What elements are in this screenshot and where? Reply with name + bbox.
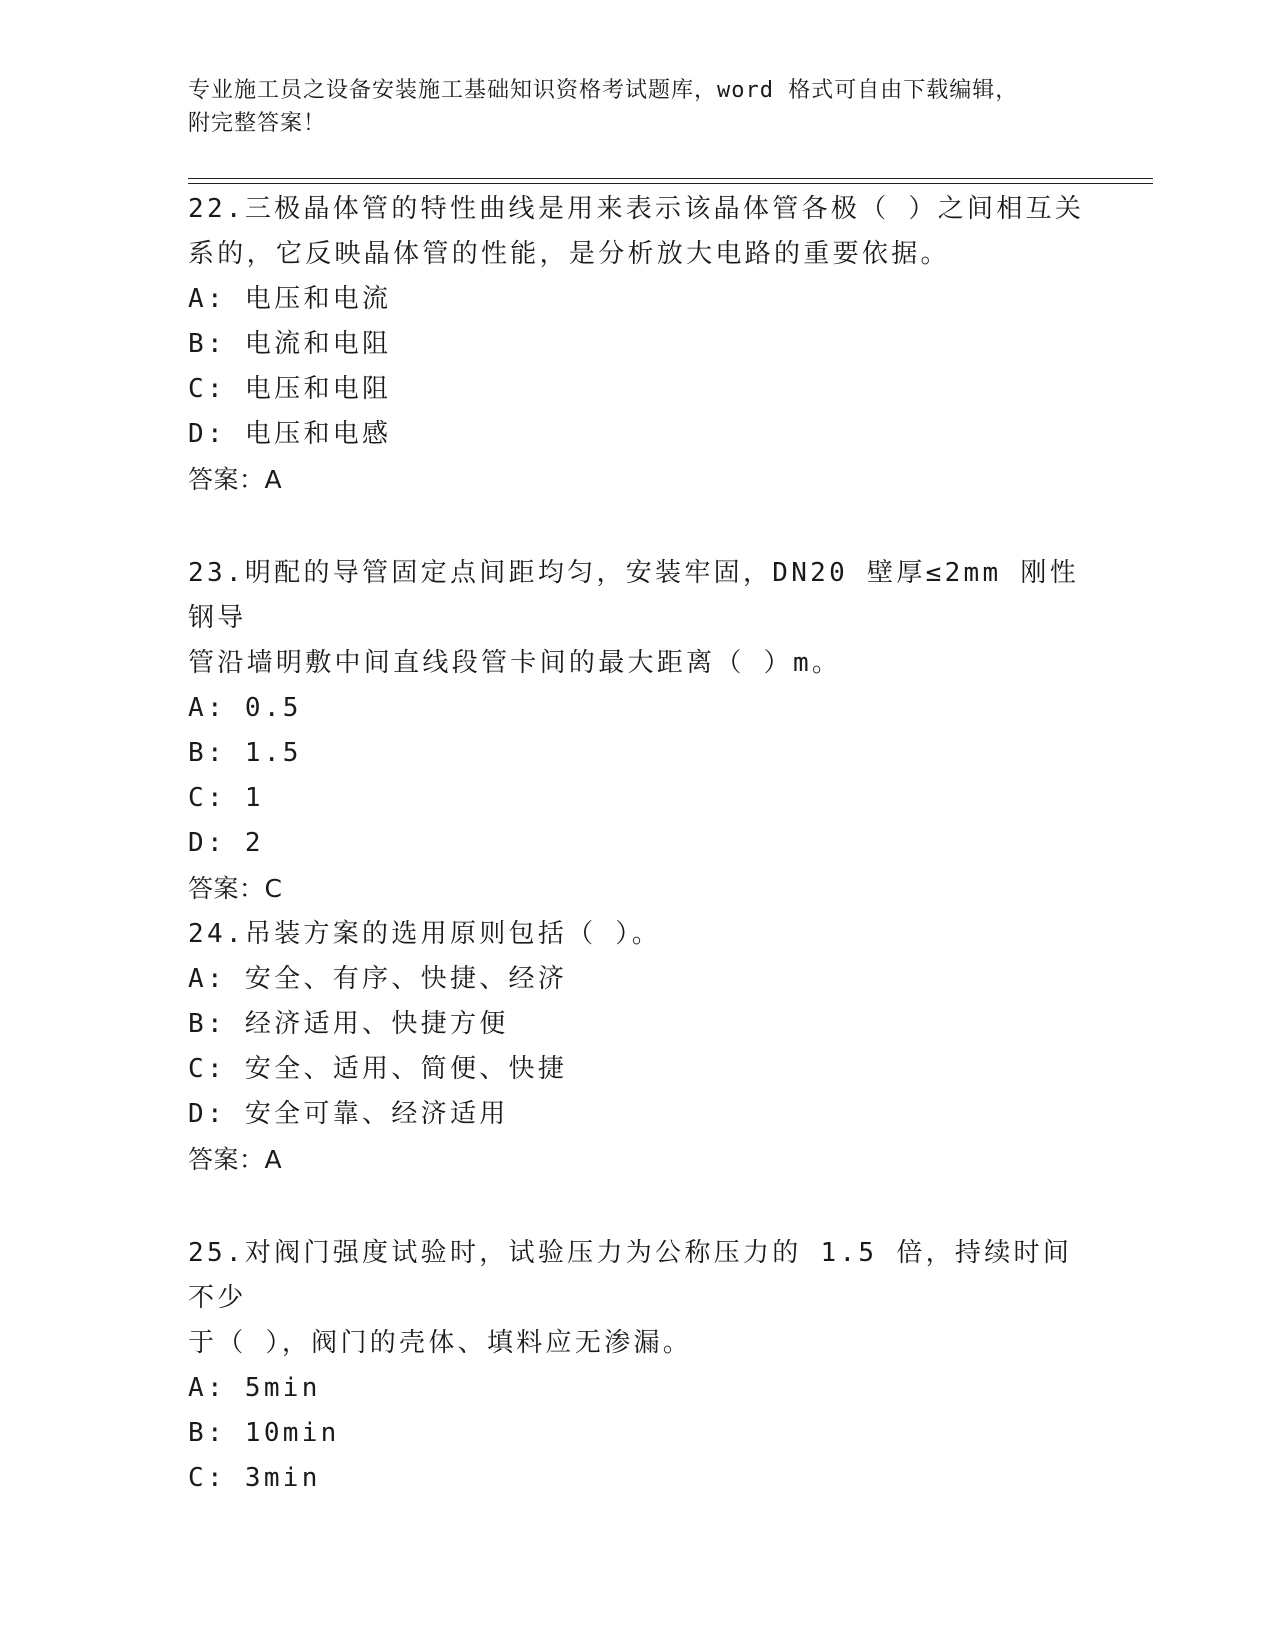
question-25 — [188, 1231, 1088, 1501]
answer: 答案：A — [188, 1145, 283, 1174]
answer: 答案：A — [188, 465, 283, 494]
answer: 答案：C — [188, 874, 283, 903]
question-stem-line: 管沿墙明敷中间直线段管卡间的最大距离（ ）m。 — [188, 648, 842, 678]
option-a: A: 5min — [188, 1373, 321, 1403]
question-stem-line: 系的，它反映晶体管的性能，是分析放大电路的重要依据。 — [188, 239, 950, 269]
question-22 — [188, 187, 1088, 502]
option-c: C: 电压和电阻 — [188, 374, 392, 404]
option-a: A: 电压和电流 — [188, 284, 392, 314]
option-c: C: 3min — [188, 1463, 321, 1493]
question-stem-line: 25.对阀门强度试验时，试验压力为公称压力的 1.5 倍，持续时间不少 — [188, 1238, 1073, 1313]
option-c: C: 安全、适用、简便、快捷 — [188, 1054, 568, 1084]
document-header — [188, 74, 1088, 140]
question-stem-line: 24.吊装方案的选用原则包括（ ）。 — [188, 919, 662, 949]
option-d: D: 电压和电感 — [188, 419, 392, 449]
option-b: B: 1.5 — [188, 738, 302, 768]
question-stem-line: 22.三极晶体管的特性曲线是用来表示该晶体管各极（ ）之间相互关 — [188, 194, 1085, 224]
header-divider-top — [188, 178, 1153, 179]
header-line-1: 专业施工员之设备安装施工基础知识资格考试题库，word 格式可自由下载编辑， — [188, 78, 1019, 103]
question-23 — [188, 551, 1088, 911]
question-stem-line: 于（ ），阀门的壳体、填料应无渗漏。 — [188, 1328, 693, 1358]
header-line-2: 附完整答案！ — [188, 111, 327, 136]
option-b: B: 经济适用、快捷方便 — [188, 1009, 509, 1039]
option-d: D: 安全可靠、经济适用 — [188, 1099, 509, 1129]
option-b: B: 10min — [188, 1418, 340, 1448]
option-b: B: 电流和电阻 — [188, 329, 392, 359]
option-d: D: 2 — [188, 828, 264, 858]
option-c: C: 1 — [188, 783, 264, 813]
header-divider-bottom — [188, 183, 1153, 184]
question-stem-line: 23.明配的导管固定点间距均匀，安装牢固，DN20 壁厚≤2mm 刚性钢导 — [188, 558, 1079, 633]
option-a: A: 安全、有序、快捷、经济 — [188, 964, 568, 994]
option-a: A: 0.5 — [188, 693, 302, 723]
question-24 — [188, 912, 1088, 1182]
